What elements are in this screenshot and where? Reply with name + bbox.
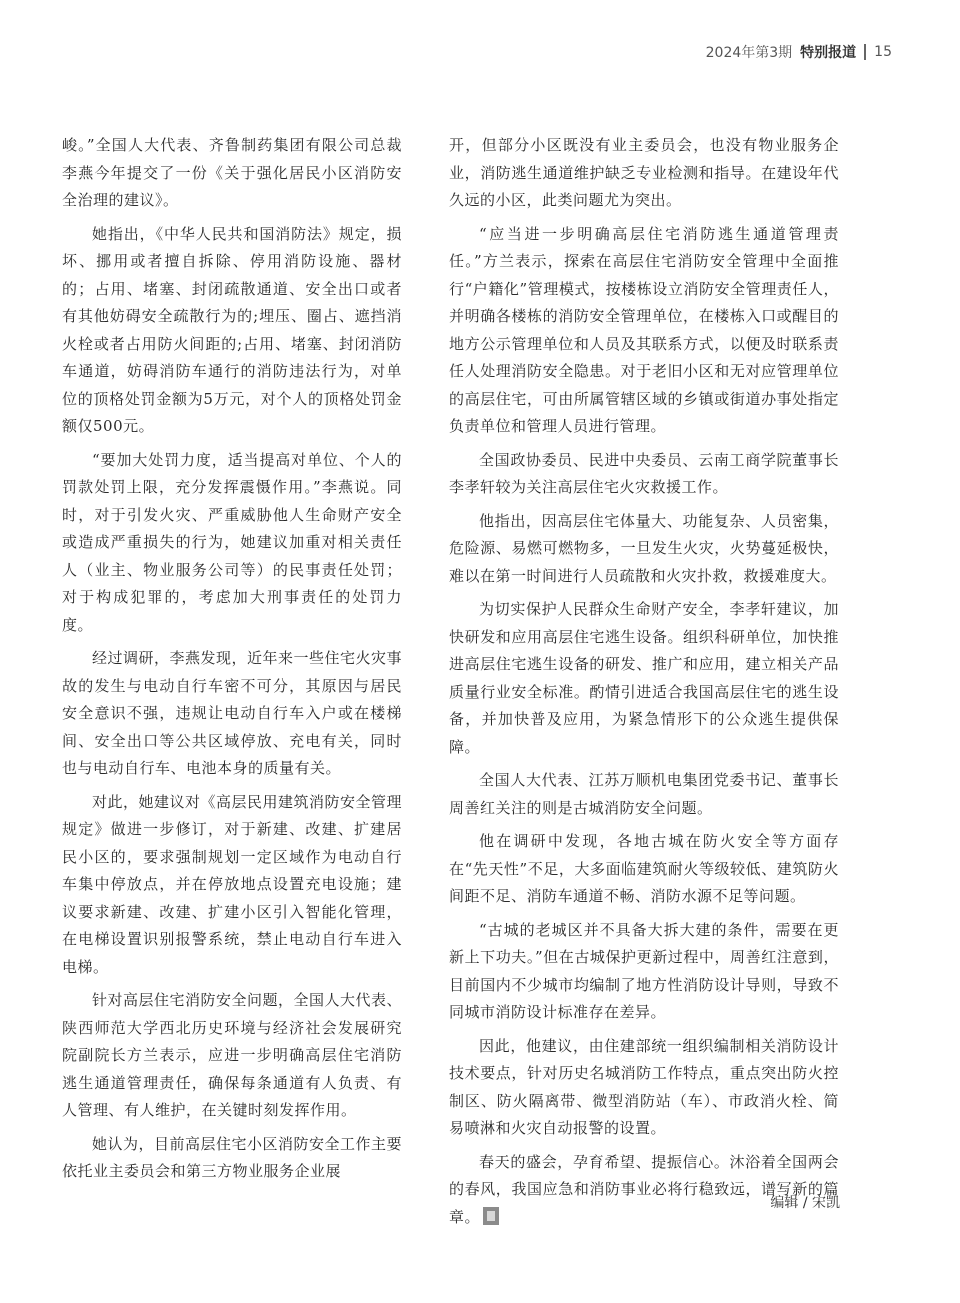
paragraph: 因此，他建议，由住建部统一组织编制相关消防设计技术要点，针对历史名城消防工作特点，重点突出防火控制区、防火隔离带、微型消防站（车）、市政消火栓、简易喷淋和火灾自动报警的设置。	[449, 1036, 839, 1137]
paragraph: 峻。”全国人大代表、齐鲁制药集团有限公司总裁李燕今年提交了一份《关于强化居民小区消防安全治理的建议》。	[62, 136, 402, 209]
end-mark-icon	[483, 1207, 499, 1225]
right-column	[449, 132, 839, 1237]
header-divider	[864, 44, 866, 60]
paragraph: 他在调研中发现，各地古城在防火安全等方面存在“先天性”不足，大多面临建筑耐火等级较低、建筑防火间距不足、消防车通道不畅、消防水源不足等问题。	[449, 832, 839, 905]
editor-credit: 编辑 / 宋凯	[770, 1195, 840, 1211]
issue-label: 2024年第3期	[705, 45, 793, 61]
final-paragraph	[449, 1149, 839, 1232]
paragraph: 他指出，因高层住宅体量大、功能复杂、人员密集，危险源、易燃可燃物多，一旦发生火灾，火势蔓延极快，难以在第一时间进行人员疏散和火灾扑救，救援难度大。	[449, 511, 839, 585]
paragraph: 全国政协委员、民进中央委员、云南工商学院董事长李孝轩较为关注高层住宅火灾救援工作。	[449, 450, 839, 496]
paragraph: “要加大处罚力度，适当提高对单位、个人的罚款处罚上限，充分发挥震慑作用。”李燕说。同时，对于引发火灾、严重威胁他人生命财产安全或造成严重损失的行为，她建议加重对相关责任人（业主、物业服务公司等）的民事责任处罚；对于构成犯罪的，考虑加大刑事责任的处罚力度。	[62, 450, 402, 634]
paragraph: “古城的老城区并不具备大拆大建的条件，需要在更新上下功夫。”但在古城保护更新过程中，周善红注意到，目前国内不少城市均编制了地方性消防设计导则，导致不同城市消防设计标准存在差异。	[449, 920, 839, 1021]
paragraph: 全国人大代表、江苏万顺机电集团党委书记、董事长周善红关注的则是古城消防安全问题。	[449, 771, 839, 817]
paragraph: 对此，她建议对《高层民用建筑消防安全管理规定》做进一步修订，对于新建、改建、扩建居民小区的，要求强制规划一定区域作为电动自行车集中停放点，并在停放地点设置充电设施；建议要求新建、改建、扩建小区引入智能化管理，在电梯设置识别报警系统，禁止电动自行车进入电梯。	[62, 792, 403, 976]
paragraph: “应当进一步明确高层住宅消防逃生通道管理责任。”方兰表示，探索在高层住宅消防安全管理中全面推行“户籍化”管理模式，按楼栋设立消防安全管理责任人，并明确各楼栋的消防安全管理单位，在楼栋入口或醒目的地方公示管理单位和人员及其联系方式，以便及时联系责任人处理消防安全隐患。对于老旧小区和无对应管理单位的高层住宅，可由所属管辖区域的乡镇或街道办事处指定负责单位和管理人员进行管理。	[449, 224, 839, 435]
page-header	[706, 40, 892, 64]
page-number: 15	[874, 44, 892, 60]
paragraph: 经过调研，李燕发现，近年来一些住宅火灾事故的发生与电动自行车密不可分，其原因与居民安全意识不强，违规让电动自行车入户或在楼梯间、安全出口等公共区域停放、充电有关，同时也与电动自行车、电池本身的质量有关。	[62, 649, 403, 777]
paragraph: 她指出，《中华人民共和国消防法》规定，损坏、挪用或者擅自拆除、停用消防设施、器材的；占用、堵塞、封闭疏散通道、安全出口或者有其他妨碍安全疏散行为的;埋压、圈占、遮挡消火栓或者占用防火间距的;占用、堵塞、封闭消防车通道，妨碍消防车通行的消防违法行为，对单位的顶格处罚金额为5万元，对个人的顶格处罚金额仅500元。	[62, 224, 402, 435]
paragraph: 开，但部分小区既没有业主委员会，也没有物业服务企业，消防逃生通道维护缺乏专业检测和指导。在建设年代久远的小区，此类问题尤为突出。	[449, 136, 839, 209]
paragraph: 针对高层住宅消防安全问题，全国人大代表、陕西师范大学西北历史环境与经济社会发展研究院副院长方兰表示，应进一步明确高层住宅消防逃生通道管理责任，确保每条通道有人负责、有人管理、有人维护，在关键时刻发挥作用。	[62, 991, 403, 1119]
left-column	[62, 132, 402, 1192]
paragraph: 为切实保护人民群众生命财产安全，李孝轩建议，加快研发和应用高层住宅逃生设备。组织科研单位，加快推进高层住宅逃生设备的研发、推广和应用，建立相关产品质量行业安全标准。酌情引进适合我国高层住宅的逃生设备，并加快普及应用，为紧急情形下的公众逃生提供保障。	[449, 600, 839, 756]
paragraph: 她认为，目前高层住宅小区消防安全工作主要依托业主委员会和第三方物业服务企业展	[62, 1134, 403, 1180]
final-paragraph-text: 春天的盛会，孕育希望、提振信心。沐浴着全国两会的春风，我国应急和消防事业必将行稳致远，谱写新的篇章。	[449, 1152, 839, 1226]
section-label: 特别报道	[800, 45, 857, 61]
